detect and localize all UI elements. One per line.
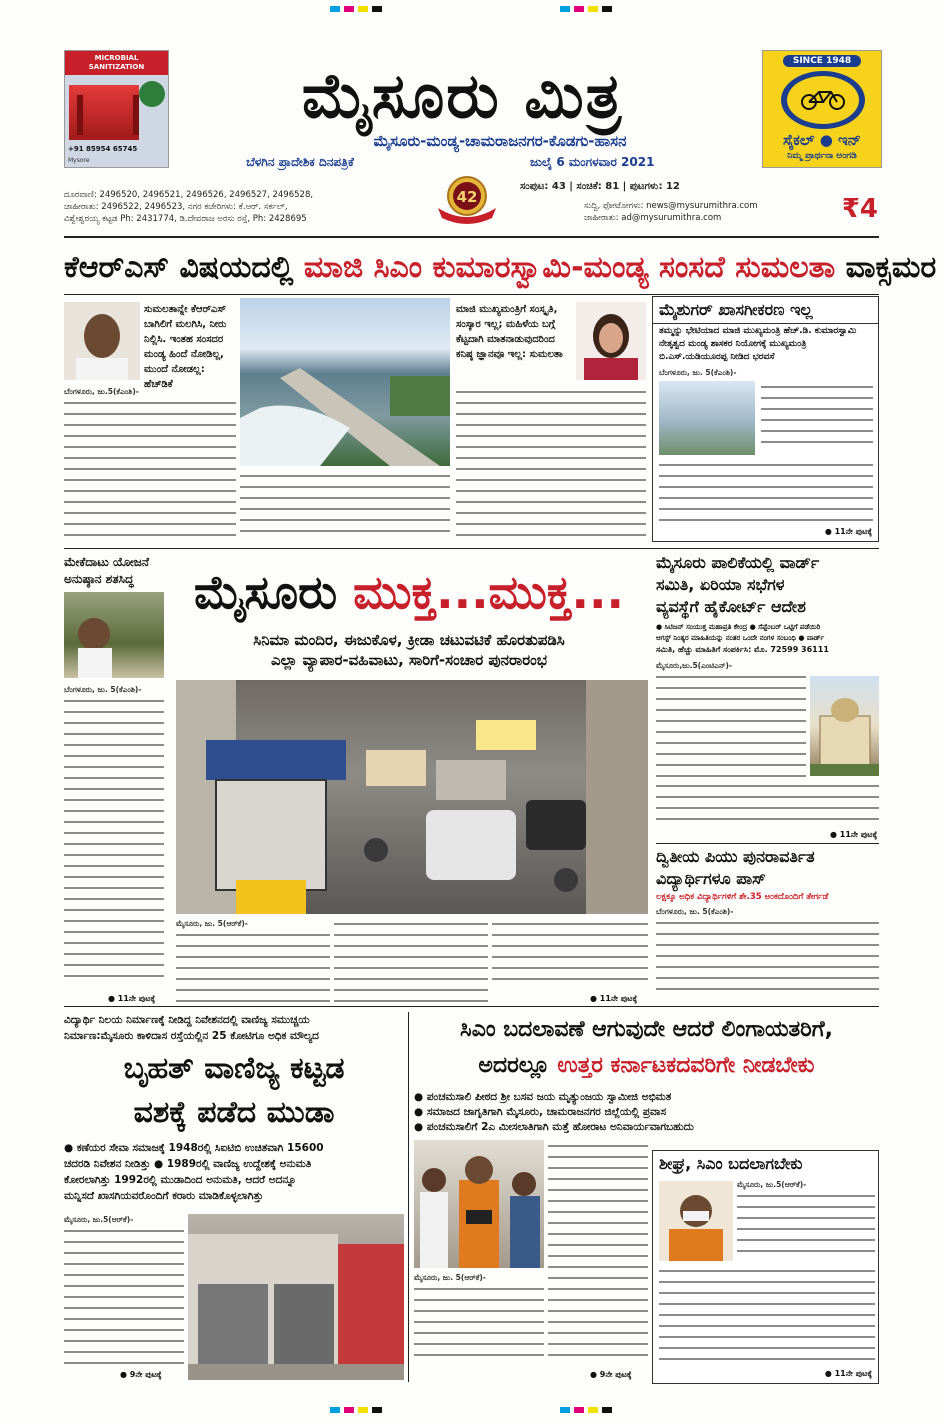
muda-building-photo — [188, 1214, 404, 1380]
divider — [64, 548, 879, 549]
portrait-icon — [659, 1181, 733, 1261]
email-line: ಜಾಹೀರಾತು: ad@mysurumithra.com — [584, 213, 722, 223]
puc-headline-line: ವಿದ್ಯಾರ್ಥಿಗಳೂ ಪಾಸ್ — [656, 869, 766, 888]
mekedatu-body — [64, 684, 164, 994]
ad-brand: ಸೈಕಲ್ ● ಇನ್ — [783, 131, 861, 149]
lead-dateline: ಬೆಂಗಳೂರು, ಜು.5(ಕೆಎಂಶಿ)- — [64, 387, 139, 396]
masthead-subtitle: ಮೈಸೂರು-ಮಂಡ್ಯ-ಚಾಮರಾಜನಗರ-ಕೊಡಗು-ಹಾಸನ — [373, 132, 627, 150]
palike-bullets — [656, 622, 879, 655]
muda-bullet: ಚದರಡಿ ನಿವೇಶನ ನೀಡಿತ್ತು ● 1989ರಲ್ಲಿ ವಾಣಿಜ್ಯ ಉದ್ದೇಶಕ್ಕೆ ಅನುಮತಿ — [64, 1158, 312, 1170]
palike-headline[interactable] — [656, 552, 879, 618]
palace-icon — [810, 676, 879, 776]
sumalatha-photo — [576, 302, 646, 380]
portrait-icon — [64, 592, 164, 678]
palike-headline-line: ಮೈಸೂರು ಪಾಲಿಕೆಯಲ್ಲಿ ವಾರ್ಡ್ — [656, 553, 820, 572]
lead-headline-part: ಮಾಜಿ ಸಿಎಂ ಕುಮಾರಸ್ವಾಮಿ-ಮಂಡ್ಯ ಸಂಸದೆ ಸುಮಲತಾ — [303, 250, 846, 285]
contact-line: ವಿಶ್ವೇಶ್ವರಯ್ಯ ಕಟ್ಟಡ Ph: 2431774, ಡಿ.ದೇವರಾಜ ಅರಸು ರಸ್ತೆ, Ph: 2428695 — [64, 214, 307, 224]
muda-dateline: ಮೈಸೂರು, ಜು.5(ಆರ್‌ಕೆ)- — [64, 1215, 134, 1224]
traffic-street-photo — [176, 680, 648, 914]
puc-dateline: ಬೆಂಗಳೂರು, ಜು. 5(ಕೆಎಂಶಿ)- — [656, 907, 734, 916]
mysugar-title: ಮೈಶುಗರ್ ಖಾಸಗೀಕರಣ ಇಲ್ಲ — [653, 297, 878, 324]
masthead-logo: ಮೈಸೂರು ಮಿತ್ರ — [301, 59, 624, 132]
email-line: ಸುದ್ದಿ, ಫೋಟೋಗಳು: news@mysurumithra.com — [584, 201, 758, 211]
lead-body-col2 — [240, 470, 450, 538]
sugar-factory-photo — [659, 381, 755, 455]
cm-change-headline-line2[interactable] — [414, 1048, 879, 1084]
muda-kicker-line: ನಿರ್ಮಾಣ:ಮೈಸೂರು ಕಾಳಿದಾಸ ರಸ್ತೆಯಲ್ಲಿನ 25 ಕೋಟಿಗೂ ಅಧಿಕ ಮೌಲ್ಯದ — [64, 1030, 319, 1042]
anniversary-number: 42 — [456, 188, 478, 206]
email-contacts — [584, 200, 804, 224]
unlock-body-col3 — [492, 918, 648, 992]
kumaraswamy-photo — [64, 302, 140, 380]
muda-body — [64, 1214, 184, 1370]
price: ₹4 — [841, 194, 878, 224]
divider — [64, 294, 879, 295]
palike-body-2 — [656, 780, 879, 830]
cm-dateline: ಮೈಸೂರು, ಜು. 5(ಆರ್‌ಕೆ)- — [414, 1273, 486, 1282]
sanitization-ad[interactable] — [64, 50, 169, 168]
dam-icon — [240, 298, 450, 466]
cm-continued[interactable]: ● 9ನೇ ಪುಟಕ್ಕೆ — [590, 1370, 632, 1379]
sumalatha-quote: ಮಾಜಿ ಮುಖ್ಯಮಂತ್ರಿಗೆ ಸಂಸ್ಕೃತಿ, ಸಂಸ್ಕಾರ ಇಲ್ಲ; ಮಹಿಳೆಯ ಬಗ್ಗೆ ಕೆಟ್ಟದಾಗಿ ಮಾತನಾಡುವುದರಿಂದ ಕನಿಷ್ಠ ಜ್ಞಾನವೂ ಇಲ್ಲ: ಸುಮಲತಾ — [456, 304, 563, 360]
mysugar-story[interactable] — [652, 296, 879, 542]
quick-cm-body-top — [737, 1179, 875, 1263]
muda-bullets — [64, 1140, 404, 1204]
puc-headline[interactable] — [656, 846, 879, 890]
puc-body — [656, 906, 879, 998]
hdk-quote: ಸುಮಲತಾನ್ನೇ ಕೆಆರ್‌ಎಸ್ ಬಾಗಿಲಿಗೆ ಮಲಗಿಸಿ, ನೀರು ನಿಲ್ಲಿಸಿ. ಇಂತಹ ಸಂಸದರ ಮಂಡ್ಯ ಹಿಂದೆ ನೋಡಿಲ್ಲ, ಮುಂದೆ ನೋಡಲ್ಲ: ಹೆಚ್‌ಡಿಕೆ — [144, 304, 227, 390]
cm-change-bullets — [414, 1090, 879, 1135]
divider — [656, 843, 879, 844]
anniversary-emblem-icon — [428, 168, 506, 226]
palike-bullet: ಆಗಸ್ಟ್ ನಿಂತ್ಯರ ಮಾಹಿತಿಯನ್ನು ನಂತರ ಒಂದೇ ನಂಗಳ ಸಂಬಂಧಿ ● ವಾರ್ಡ್ — [656, 634, 825, 642]
divider — [408, 1012, 409, 1382]
unlock-deck-2: ಎಲ್ಲಾ ವ್ಯಾಪಾರ-ವಹಿವಾಟು, ಸಾರಿಗೆ-ಸಂಚಾರ ಪುನರಾರಂಭ — [270, 651, 548, 669]
portrait-icon — [576, 302, 646, 380]
muda-bullet: ● ಕಣೆಯರ ಸೇವಾ ಸಮಾಜಕ್ಕೆ 1948ರಲ್ಲಿ ಸಿಐಟಿಬಿ ಉಚಿತವಾಗಿ 15600 — [64, 1142, 324, 1154]
lead-headline[interactable] — [64, 242, 937, 294]
unlock-body-col1 — [176, 918, 330, 1006]
contact-line: ಜಾಹೀರಾತು: 2496522, 2496523, ನಗರ ಕಚೇರಿಗಳು: ಕೆ.ಆರ್. ಸರ್ಕಲ್, — [64, 202, 288, 212]
mysugar-body — [659, 459, 873, 525]
quick-cm-body — [659, 1265, 875, 1365]
press-meet-icon — [414, 1140, 544, 1268]
cm-headline-part: ಉತ್ತರ ಕರ್ನಾಟಕದವರಿಗೇ ನೀಡಬೇಕು — [557, 1053, 815, 1078]
unlock-continued[interactable]: ● 11ನೇ ಪುಟಕ್ಕೆ — [590, 994, 638, 1003]
ad-phone: +91 85954 65745 — [68, 145, 138, 153]
mysugar-body-top — [761, 381, 873, 457]
ad-slogan: ನಿಮ್ಮ ಪ್ರಾರ್ಥನಾ ಅಂಗಡಿ — [787, 151, 857, 161]
puc-headline-line: ದ್ವಿತೀಯ ಪಿಯು ಪುನರಾವರ್ತಿತ — [656, 847, 815, 866]
mysugar-deck: ತಮ್ಮನ್ನು ಭೇಟಿಯಾದ ಮಾಜಿ ಮುಖ್ಯಮಂತ್ರಿ ಹೆಚ್.ಡಿ. ಕುಮಾರಸ್ವಾಮಿ ನೇತೃತ್ವದ ಮಂಡ್ಯ ಶಾಸಕರ ನಿಯೋಗಕ್ಕೆ ಮುಖ್ಯಮಂತ್ರಿ ಬಿ.ಎಸ್.ಯಡಿಯೂರಪ್ಪ ನೀಡಿದ ಭರವಸೆ — [659, 326, 857, 362]
mekedatu-title: ಮೇಕೆದಾಟು ಯೋಜನೆ ಅನುಷ್ಠಾನ ಶತಸಿದ್ಧ — [64, 555, 150, 586]
muda-kicker-line: ವಿದ್ಯಾರ್ಥಿ ನಿಲಯ ನಿರ್ಮಾಣಕ್ಕೆ ನೀಡಿದ್ದ ನಿವೇಶನದಲ್ಲಿ ವಾಣಿಜ್ಯ ಸಮುಚ್ಚಯ — [64, 1014, 310, 1026]
portrait-icon — [64, 302, 140, 380]
building-illustration-icon — [69, 85, 139, 140]
quick-cm-title: ಶೀಘ್ರ, ಸಿಎಂ ಬದಲಾಗಬೇಕು — [659, 1154, 803, 1173]
unlock-headline-part: ಮೈಸೂರು — [194, 565, 354, 619]
puc-subhead: ಲಕ್ಷಕ್ಕೂ ಅಧಿಕ ವಿದ್ಯಾರ್ಥಿಗಳಿಗೆ ಶೇ.35 ಅಂಕದೊಂದಿಗೆ ತೇರ್ಗಡೆ — [656, 892, 829, 902]
divider — [64, 1006, 879, 1007]
lead-headline-part: ಕೆಆರ್‌ಎಸ್ ವಿಷಯದಲ್ಲಿ — [64, 250, 304, 285]
unlock-body-col2 — [334, 918, 488, 1006]
unlock-deck-1: ಸಿನಿಮಾ ಮಂದಿರ, ಈಜುಕೊಳ, ಕ್ರೀಡಾ ಚಟುವಟಿಕೆ ಹೊರತುಪಡಿಸಿ — [253, 631, 565, 649]
bicycle-icon — [799, 87, 847, 111]
swamiji-photo — [414, 1140, 544, 1268]
volume-info: ಸಂಪುಟ: 43 | ಸಂಚಿಕೆ: 81 | ಪುಟಗಳು: 12 — [520, 181, 680, 192]
divider — [64, 236, 879, 238]
quick-cm-dateline: ಮೈಸೂರು, ಜು.5(ಆರ್‌ಕೆ)- — [737, 1180, 807, 1189]
cm-bullet: ● ಪಂಚಮಸಾಲಿಗೆ 2ಎ ಮೀಸಲಾತಿಗಾಗಿ ಮತ್ತೆ ಹೋರಾಟ ಅನಿವಾರ್ಯವಾಗಬಹುದು — [414, 1121, 694, 1133]
cm-change-headline-line1[interactable]: ಸಿಎಂ ಬದಲಾವಣೆ ಆಗುವುದೇ ಆದರೆ ಲಿಂಗಾಯತರಿಗೆ, — [460, 1017, 833, 1042]
palike-headline-line: ವ್ಯವಸ್ಥೆಗೆ ಹೈಕೋರ್ಟ್ ಆದೇಶ — [656, 597, 806, 616]
mekedatu-photo — [64, 592, 164, 678]
leader-photo — [659, 1181, 733, 1261]
unlock-dateline: ಮೈಸೂರು, ಜು. 5(ಆರ್‌ಕೆ)- — [176, 919, 248, 928]
ad-headline: MICROBIAL SANITIZATION — [65, 51, 168, 75]
ad-since: SINCE 1948 — [783, 55, 861, 67]
print-registration-marks-icon — [0, 4, 940, 14]
mysugar-continued[interactable]: ● 11ನೇ ಪುಟಕ್ಕೆ — [824, 527, 872, 536]
unlock-headline-part: ಮುಕ್ತ...ಮುಕ್ತ... — [353, 565, 624, 619]
street-traffic-icon — [176, 680, 648, 914]
muda-continued[interactable]: ● 9ನೇ ಪುಟಕ್ಕೆ — [120, 1370, 162, 1379]
lead-body-col1 — [64, 386, 236, 538]
quick-cm-change-story[interactable] — [652, 1150, 879, 1384]
palike-bullet: ಸಮಿತಿ, ಹೆಚ್ಚು ಮಾಹಿತಿಗೆ ಸಂಪರ್ಕಿಸಿ: ಮೊ. 72599 36111 — [656, 645, 829, 654]
seal-icon — [139, 81, 165, 107]
cm-body-col1 — [414, 1272, 544, 1368]
mekedatu-continued[interactable]: ● 11ನೇ ಪುಟಕ್ಕೆ — [108, 994, 156, 1003]
building-icon — [188, 1214, 404, 1380]
cycle-store-ad[interactable] — [762, 50, 882, 168]
mysugar-dateline: ಬೆಂಗಳೂರು, ಜು. 5(ಕೆಎಂಶಿ)- — [659, 368, 737, 377]
cm-body-col2 — [548, 1140, 648, 1368]
cm-headline-part: ಅದರಲ್ಲೂ — [478, 1053, 558, 1078]
palike-continued[interactable]: ● 11ನೇ ಪುಟಕ್ಕೆ — [830, 830, 878, 839]
muda-headline-line1[interactable]: ಬೃಹತ್ ವಾಣಿಜ್ಯ ಕಟ್ಟಡ — [123, 1051, 345, 1086]
muda-headline-line2[interactable]: ವಶಕ್ಕೆ ಪಡೆದ ಮುಡಾ — [133, 1095, 335, 1130]
palike-dateline: ಮೈಸೂರು,ಜು.5(ಎಂಟಿಎನ್)- — [656, 661, 733, 670]
ad-city: Mysore — [68, 157, 90, 164]
print-registration-marks-icon — [0, 1404, 940, 1416]
muda-bullet: ಮನ್ನಿಸದೆ ಖಾಸಗಿಯವರೊಂದಿಗೆ ಕರಾರು ಮಾಡಿಕೊಳ್ಳಲಾಗಿತ್ತು — [64, 1190, 264, 1202]
contact-numbers — [64, 189, 424, 225]
cm-bullet: ● ಸಮಾಜದ ಜಾಗೃತಿಗಾಗಿ ಮೈಸೂರು, ಚಾಮರಾಜನಗರ ಜಿಲ್ಲೆಯಲ್ಲಿ ಪ್ರವಾಸ — [414, 1106, 667, 1118]
unlock-headline[interactable] — [170, 558, 648, 626]
cm-bullet: ● ಪಂಚಮಸಾಲಿ ಪೀಠದ ಶ್ರೀ ಬಸವ ಜಯ ಮೃತ್ಯುಂಜಯ ಸ್ವಾಮೀಜಿ ಅಭಿಮತ — [414, 1091, 672, 1103]
palike-building-photo — [810, 676, 879, 776]
muda-kicker — [64, 1012, 404, 1044]
palike-body — [656, 660, 806, 778]
lead-body-col3 — [456, 386, 646, 538]
palike-headline-line: ಸಮಿತಿ, ಏರಿಯಾ ಸಭೆಗಳ — [656, 575, 785, 594]
issue-date: ಜುಲೈ 6 ಮಂಗಳವಾರ 2021 — [530, 155, 655, 169]
contact-line: ದೂರವಾಣಿ: 2496520, 2496521, 2496526, 2496527, 2496528, — [64, 190, 314, 200]
mekedatu-dateline: ಬೆಂಗಳೂರು, ಜು. 5(ಕೆಎಂಶಿ)- — [64, 685, 142, 694]
muda-bullet: ಕೋರಲಾಗಿತ್ತು 1992ರಲ್ಲಿ ಮುಡಾದಿಂದ ಅನುಮತಿ, ಆದರೆ ಅದನ್ನೂ — [64, 1174, 297, 1186]
quick-cm-continued[interactable]: ● 11ನೇ ಪುಟಕ್ಕೆ — [824, 1369, 872, 1378]
lead-headline-part: ವಾಕ್ಸಮರ — [845, 250, 937, 285]
krs-dam-photo — [240, 298, 450, 466]
masthead-tagline: ಬೆಳಗಿನ ಪ್ರಾದೇಶಿಕ ದಿನಪತ್ರಿಕೆ — [246, 155, 354, 169]
palike-bullet: ● ಸಿಟಿಜನ್ ಸಂಯುಕ್ತ ಮಹಾಪ್ರತಿ ಕೇಂದ್ರ ● ಸೆಪ್ಟೆಂಬರ್ ಒಟ್ಟಿಗೆ ಪಡೆಯಿರಿ — [656, 623, 821, 631]
